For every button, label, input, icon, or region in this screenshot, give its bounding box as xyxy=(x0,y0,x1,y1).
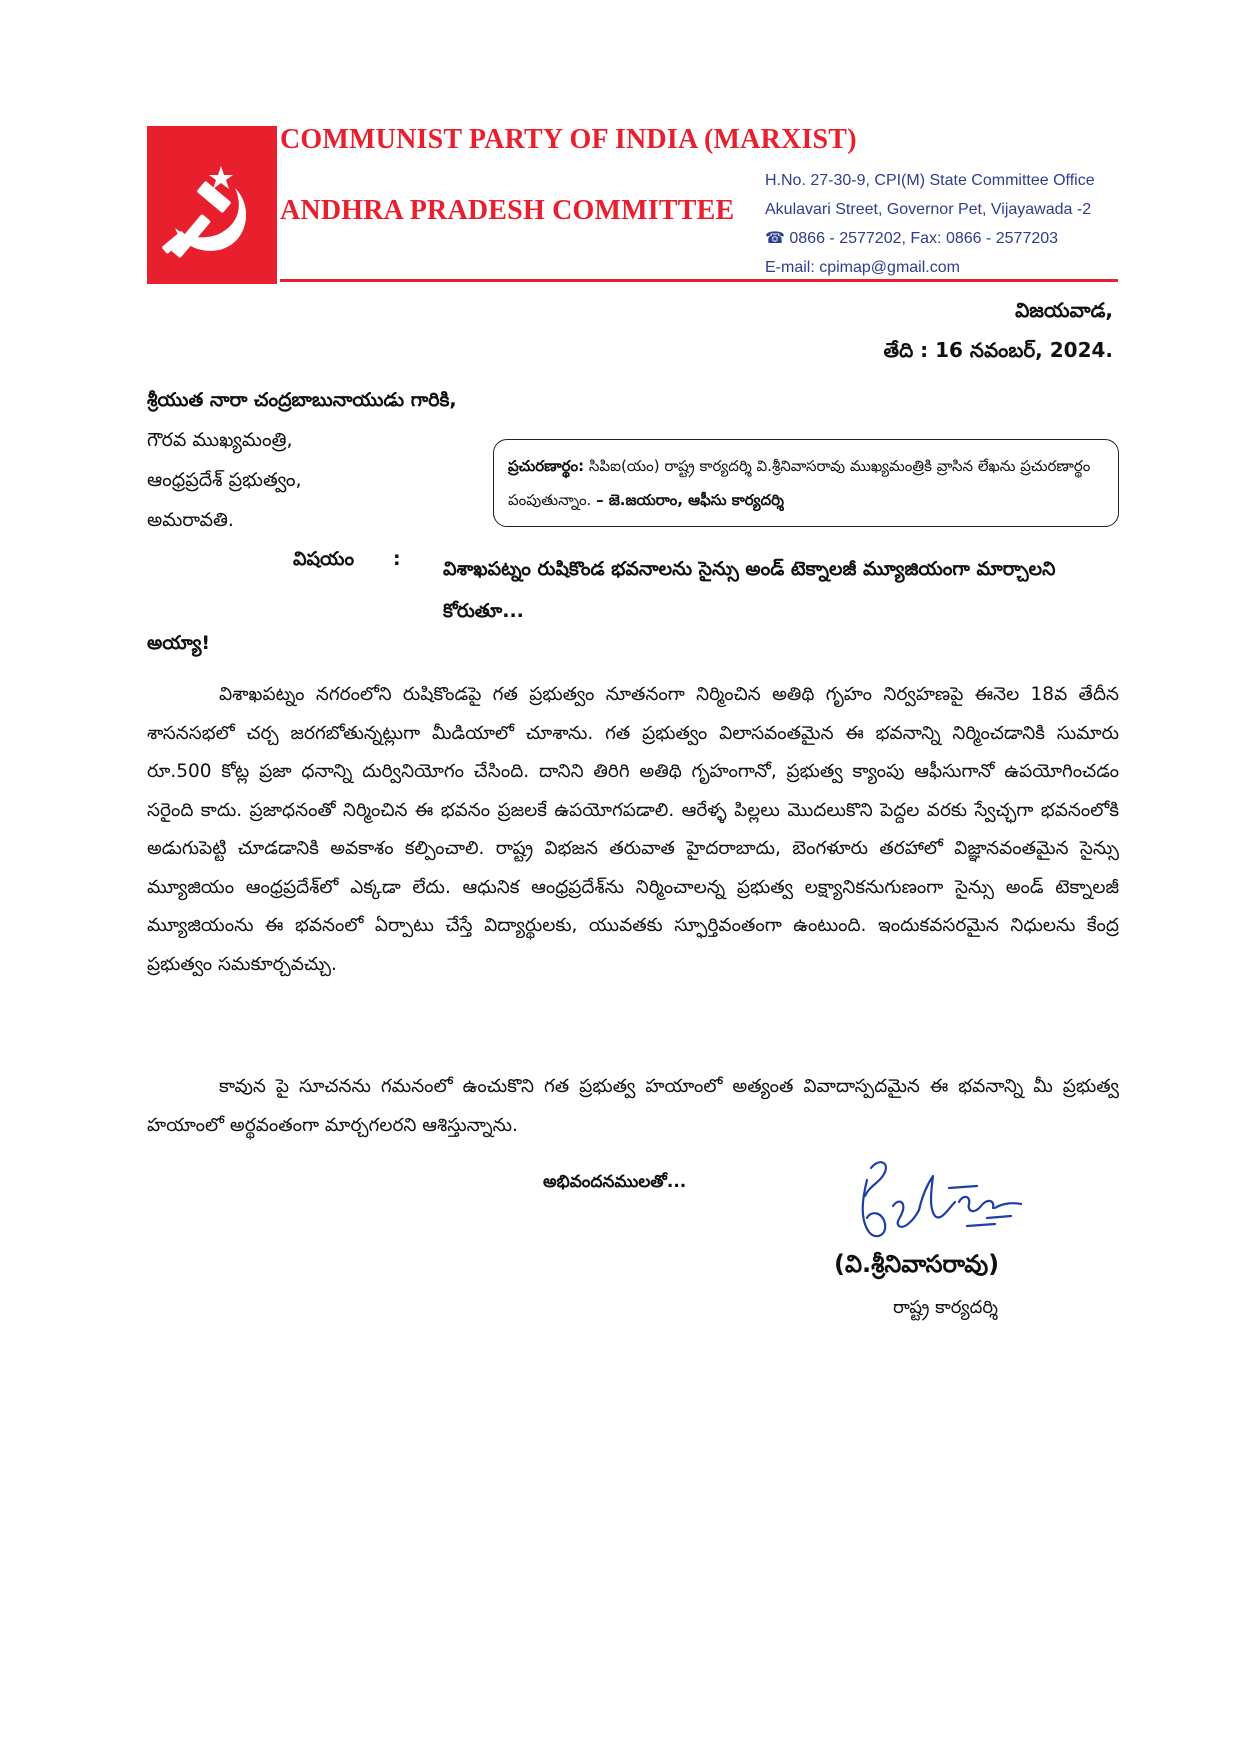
phone-icon: ☎ xyxy=(765,230,785,247)
body-paragraph-1: విశాఖపట్నం నగరంలోని రుషికొండపై గత ప్రభుత్వం నూతనంగా నిర్మించిన అతిథి గృహం నిర్వహణపై ఈనెల 18వ తేదీన శాసనసభలో చర్చ జరగబోతున్నట్లుగా మీడియాలో చూశాను. గత ప్రభుత్వం విలాసవంతమైన ఈ భవనాన్ని నిర్మించడానికి సుమారు రూ.500 కోట్ల ప్రజా ధనాన్ని దుర్వినియోగం చేసింది. దానిని తిరిగి అతిథి గృహంగానో, ప్రభుత్వ క్యాంపు ఆఫీసుగానో ఉపయోగించడం సరైంది కాదు. ప్రజాధనంతో నిర్మించిన ఈ భవనం ప్రజలకే ఉపయోగపడాలి. ఆరేళ్ళ పిల్లలు మొదలుకొని పెద్దల వరకు స్వేచ్ఛగా భవనంలోకి అడుగుపెట్టి చూడడానికి అవకాశం కల్పించాలి. రాష్ట్ర విభజన తరువాత హైదరాబాదు, బెంగళూరు తరహాలో విజ్ఞానవంతమైన సైన్సు మ్యూజియం ఆంధ్రప్రదేశ్‌లో ఎక్కడా లేదు. ఆధునిక ఆంధ్రప్రదేశ్‌ను నిర్మించాలన్న ప్రభుత్వ లక్ష్యానికనుగుణంగా సైన్సు అండ్ టెక్నాలజీ మ్యూజియంను ఈ భవనంలో ఏర్పాటు చేస్తే విద్యార్థులకు, యువతకు స్ఫూర్తివంతంగా ఉంటుంది. ఇందుకవసరమైన నిధులను కేంద్ర ప్రభుత్వం సమకూర్చవచ్చు. xyxy=(147,684,1119,975)
contact-block xyxy=(765,166,1115,282)
phone-fax-text: 0866 - 2577202, Fax: 0866 - 2577203 xyxy=(784,230,1059,247)
addressee-line4: అమరావతి. xyxy=(147,509,234,531)
signatory-title: రాష్ట్ర కార్యదర్శి xyxy=(893,1297,998,1318)
org-name-line2: ANDHRA PRADESH COMMITTEE xyxy=(280,195,735,226)
press-note-label: ప్రచురణార్థం: xyxy=(508,457,585,475)
letter-date: తేది : 16 నవంబర్, 2024. xyxy=(883,338,1113,362)
addressee-name: శ్రీయుత నారా చంద్రబాబునాయుడు గారికి, xyxy=(147,389,457,411)
press-note-sender: – జె.జయరాం, ఆఫీసు కార్యదర్శి xyxy=(596,491,784,509)
party-logo xyxy=(147,126,277,284)
address-line2: Akulavari Street, Governor Pet, Vijayawada -2 xyxy=(765,201,1092,218)
salutation: అయ్యా! xyxy=(147,632,211,654)
body-paragraph-2: కావున పై సూచనను గమనంలో ఉంచుకొని గత ప్రభుత్వ హయాంలో అత్యంత వివాదాస్పదమైన ఈ భవనాన్ని మీ ప్రభుత్వ హయాంలో అర్థవంతంగా మార్చగలరని ఆశిస్తున్నాను. xyxy=(147,1076,1119,1136)
press-note-text: సిపిఐ(యం) రాష్ట్ర కార్యదర్శి వి.శ్రీనివాసరావు ముఖ్యమంత్రికి వ్రాసిన లేఖను ప్రచురణార్థం పంపుతున్నాం. xyxy=(508,457,1091,509)
handwritten-signature xyxy=(845,1152,1045,1244)
subject-text: విశాఖపట్నం రుషికొండ భవనాలను సైన్సు అండ్ టెక్నాలజీ మ్యూజియంగా మార్చాలని కోరుతూ... xyxy=(443,558,1056,622)
hammer-sickle-star-icon xyxy=(147,126,277,284)
press-release-note xyxy=(493,439,1119,527)
closing-greeting: అభివందనములతో... xyxy=(543,1172,687,1192)
phone-line xyxy=(765,224,1115,253)
addressee-line3: ఆంధ్రప్రదేశ్ ప్రభుత్వం, xyxy=(147,469,302,491)
header-divider xyxy=(280,279,1118,282)
subject-colon: : xyxy=(393,548,401,570)
subject-label: విషయం xyxy=(293,548,355,570)
email-line: E-mail: cpimap@gmail.com xyxy=(765,259,960,276)
addressee-block xyxy=(147,380,457,540)
place: విజయవాడ, xyxy=(1015,298,1113,322)
signatory-name: (వి.శ్రీనివాసరావు) xyxy=(834,1250,1000,1278)
org-name-line1: COMMUNIST PARTY OF INDIA (MARXIST) xyxy=(280,124,857,155)
address-line1: H.No. 27-30-9, CPI(M) State Committee Office xyxy=(765,172,1095,189)
addressee-line2: గౌరవ ముఖ్యమంత్రి, xyxy=(147,429,293,451)
